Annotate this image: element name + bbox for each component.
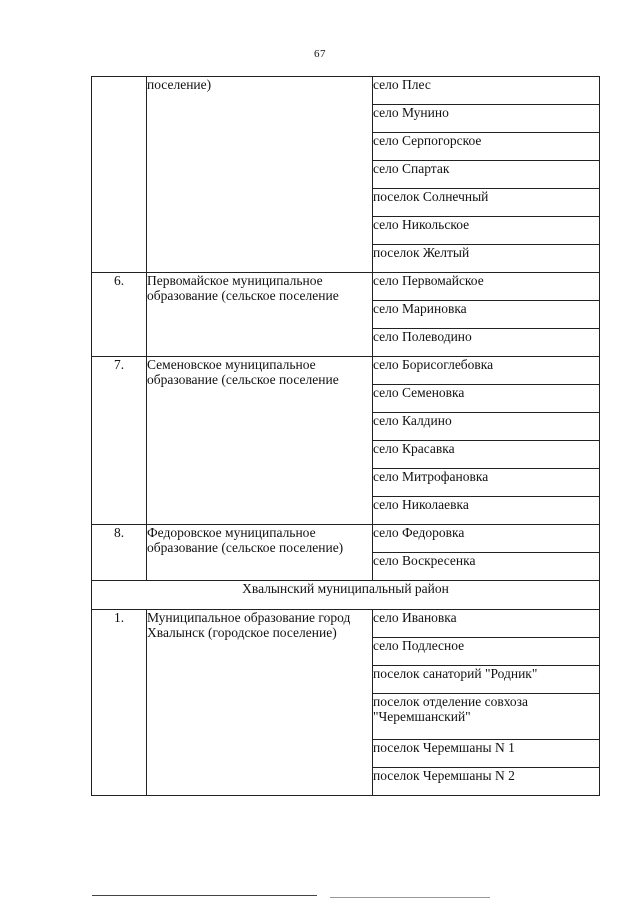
settlement-cell: поселок Солнечный [373,189,600,217]
district-row [92,581,600,610]
row-number: 8. [92,525,147,581]
page-number: 67 [314,48,326,60]
table-row [92,610,600,638]
footer-rule-faint [330,897,490,898]
row-number: 6. [92,273,147,357]
settlement-cell: село Полеводино [373,329,600,357]
settlement-cell: село Серпогорское [373,133,600,161]
table-row [92,77,600,105]
settlement-cell: село Митрофановка [373,469,600,497]
settlement-cell: село Мунино [373,105,600,133]
settlement-cell: село Воскресенка [373,553,600,581]
settlement-cell: село Красавка [373,441,600,469]
settlement-cell: поселок Черемшаны N 2 [373,768,600,796]
settlement-cell: село Никольское [373,217,600,245]
settlement-cell: поселок отделение совхоза "Черемшанский" [373,694,600,740]
table-row [92,525,600,553]
municipality-name: Семеновское муниципальное образование (сельское поселение [147,357,373,525]
settlement-cell: поселок Черемшаны N 1 [373,740,600,768]
municipality-name: поселение) [147,77,373,273]
row-number: 7. [92,357,147,525]
settlement-cell: село Федоровка [373,525,600,553]
settlement-cell: село Семеновка [373,385,600,413]
municipality-name: Муниципальное образование город Хвалынск (городское поселение) [147,610,373,796]
table-row [92,273,600,301]
municipality-name: Федоровское муниципальное образование (сельское поселение) [147,525,373,581]
row-number: 1. [92,610,147,796]
settlement-cell: село Калдино [373,413,600,441]
footer-rule [92,895,317,896]
settlement-cell: село Спартак [373,161,600,189]
settlement-cell: поселок Желтый [373,245,600,273]
table-row [92,357,600,385]
row-number [92,77,147,273]
settlement-cell: село Борисоглебовка [373,357,600,385]
settlement-cell: село Ивановка [373,610,600,638]
municipality-name: Первомайское муниципальное образование (сельское поселение [147,273,373,357]
settlement-cell: село Николаевка [373,497,600,525]
settlement-cell: село Плес [373,77,600,105]
district-header: Хвалынский муниципальный район [92,581,600,610]
settlement-cell: село Первомайское [373,273,600,301]
settlements-table [91,76,600,796]
settlement-cell: поселок санаторий "Родник" [373,666,600,694]
settlement-cell: село Мариновка [373,301,600,329]
settlement-cell: село Подлесное [373,638,600,666]
